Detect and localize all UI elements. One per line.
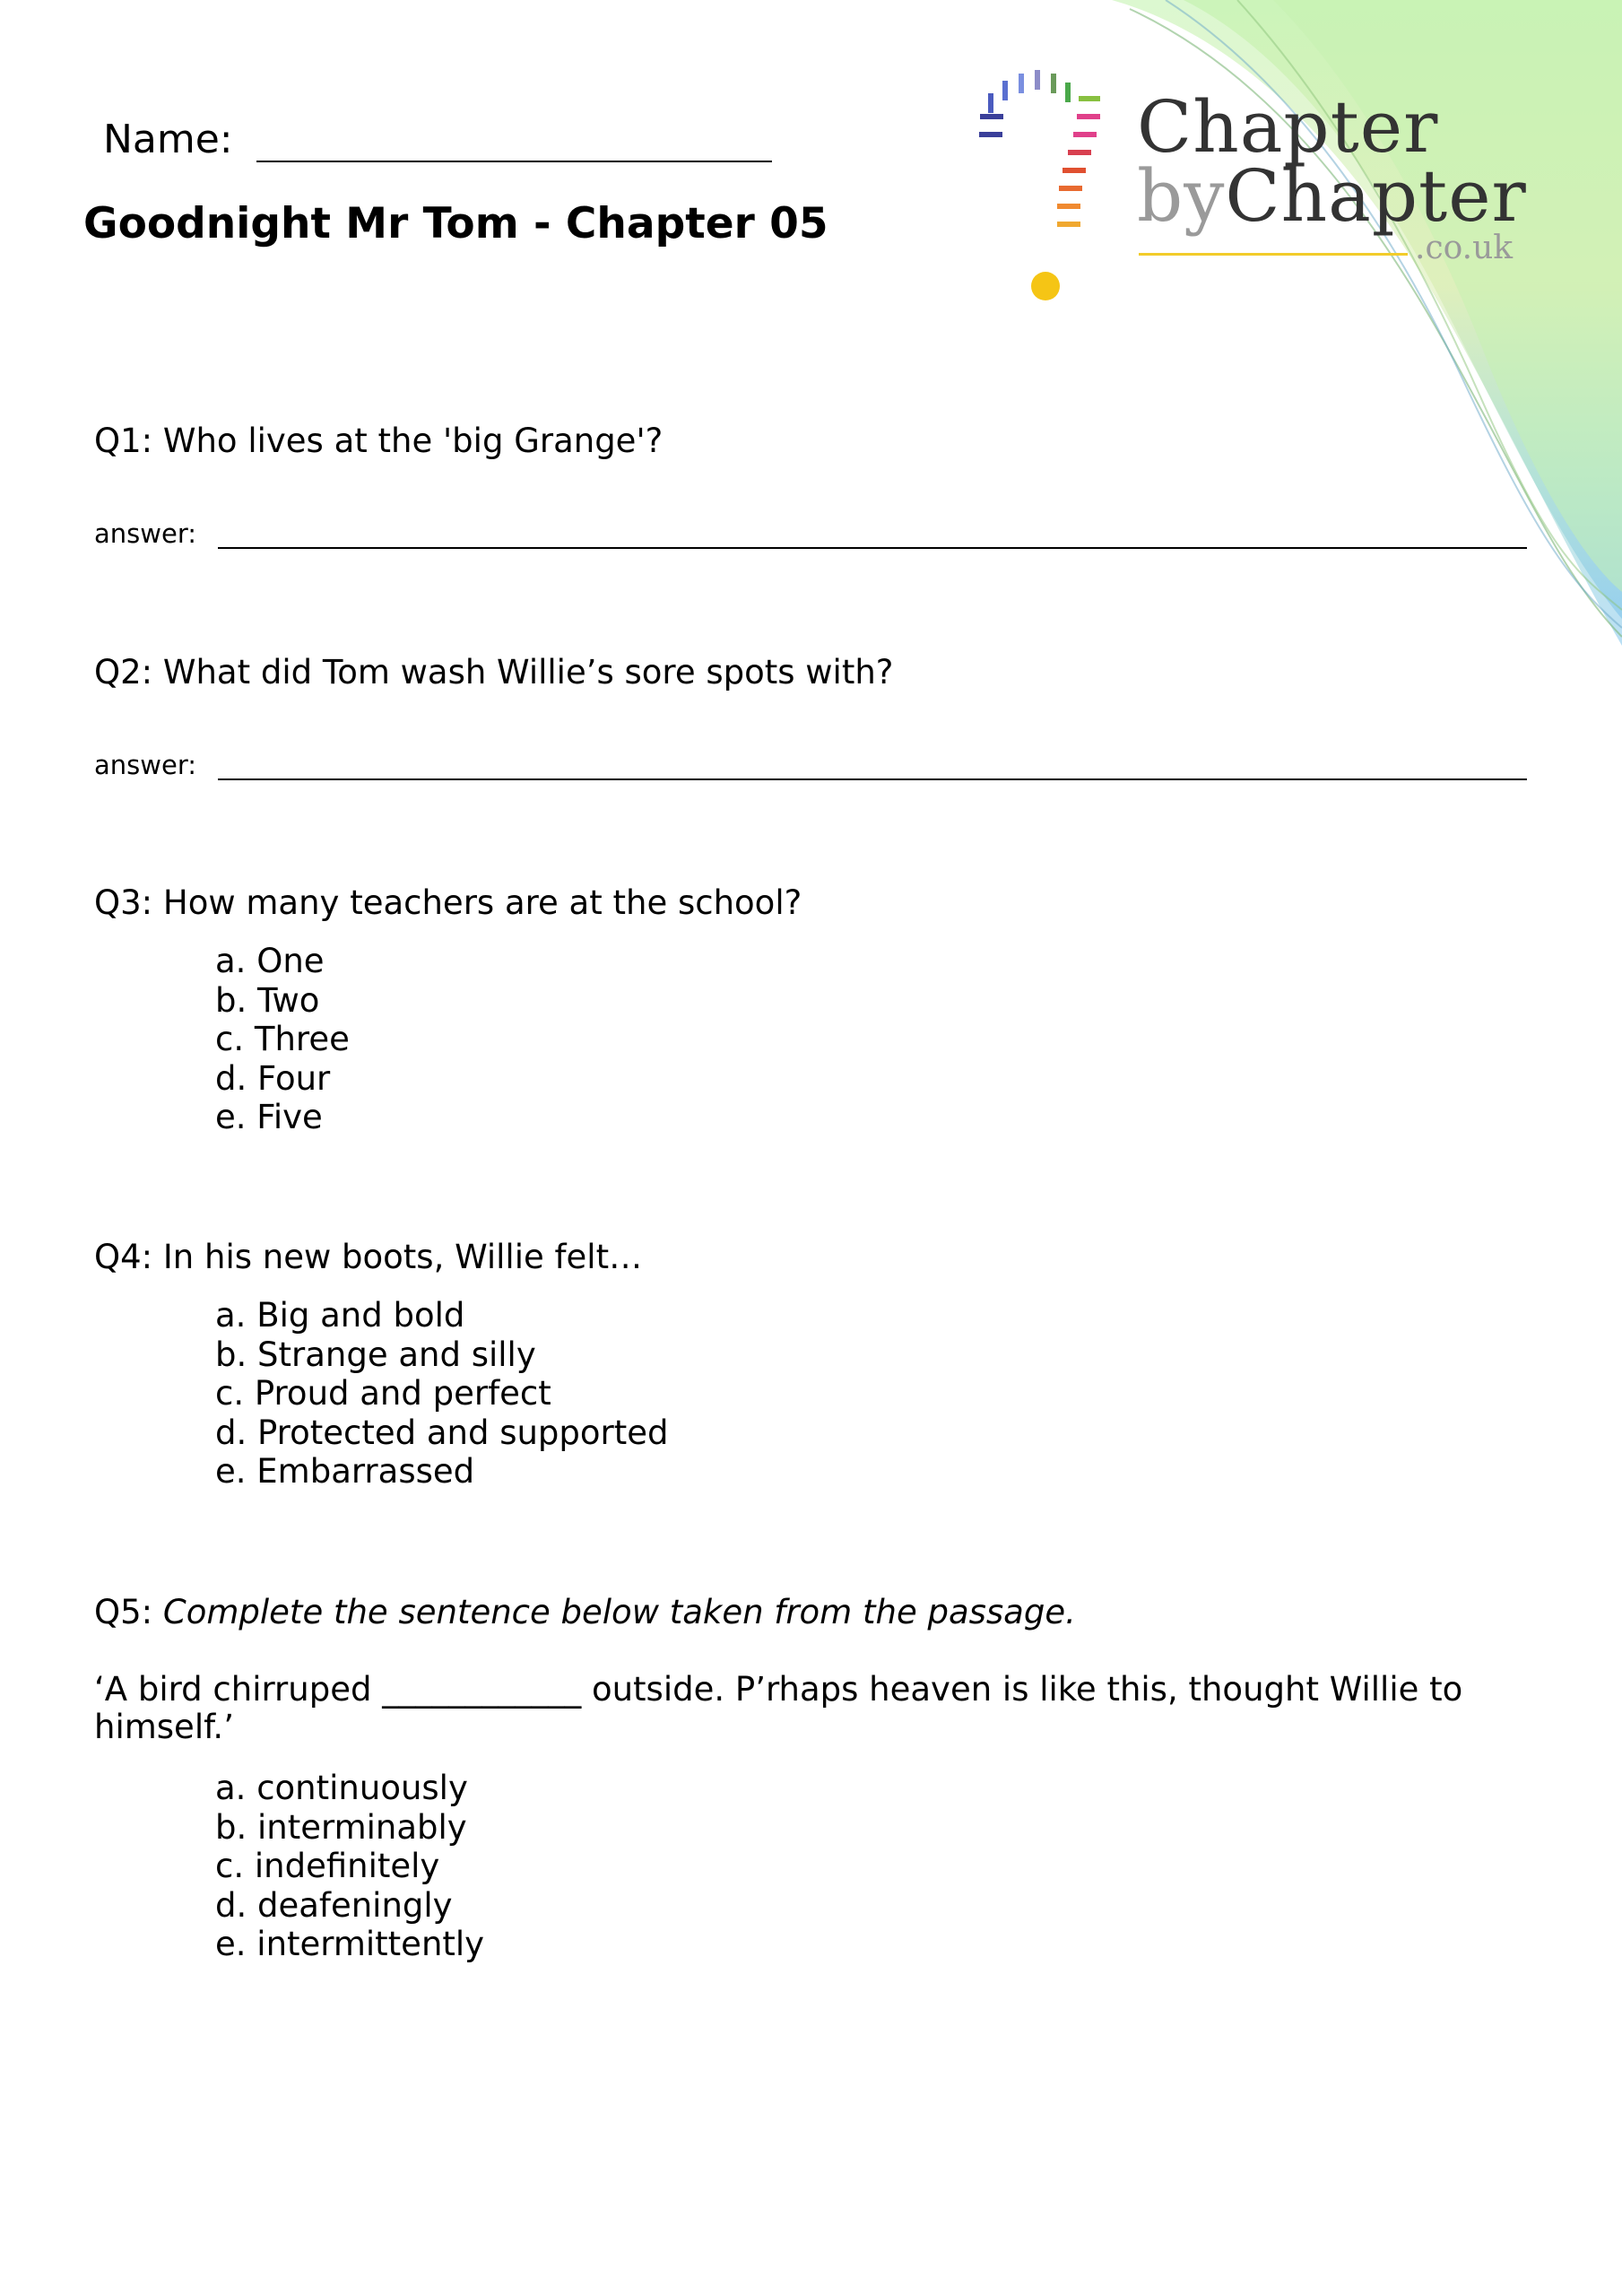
logo-by: by xyxy=(1137,154,1226,238)
question-5-options xyxy=(215,1769,484,1964)
question-5-sentence: ‘A bird chirruped ____________ outside. P’rhaps heaven is like this, thought Willie to himself.’ xyxy=(94,1670,1463,1746)
answer-2 xyxy=(94,750,1527,780)
option: a. One xyxy=(215,942,325,980)
question-3: Q3: How many teachers are at the school? xyxy=(94,883,802,922)
question-3-options xyxy=(215,942,350,1137)
question-2: Q2: What did Tom wash Willie’s sore spots with? xyxy=(94,653,894,691)
option: b. Two xyxy=(215,980,320,1020)
logo-underline xyxy=(1139,253,1408,256)
option: e. Embarrassed xyxy=(215,1452,475,1491)
worksheet-title: Goodnight Mr Tom - Chapter 05 xyxy=(83,199,828,248)
logo-wordmark-bychapter xyxy=(1137,154,1527,238)
option: c. Proud and perfect xyxy=(215,1374,551,1413)
answer-2-line[interactable] xyxy=(218,759,1527,780)
answer-label: answer: xyxy=(94,750,197,780)
logo-chapter: Chapter xyxy=(1225,154,1527,238)
option: e. Five xyxy=(215,1098,323,1136)
question-4-options xyxy=(215,1296,669,1492)
option: d. Protected and supported xyxy=(215,1413,669,1452)
logo-domain: .co.uk xyxy=(1415,230,1514,266)
answer-label: answer: xyxy=(94,518,197,549)
option: d. Four xyxy=(215,1058,331,1098)
option: c. Three xyxy=(215,1020,350,1058)
option: a. Big and bold xyxy=(215,1296,465,1335)
question-5-prefix: Q5: xyxy=(94,1593,163,1631)
option: b. Strange and silly xyxy=(215,1335,536,1374)
option: c. indefinitely xyxy=(215,1847,440,1885)
option: d. deafeningly xyxy=(215,1885,453,1925)
option: a. continuously xyxy=(215,1769,468,1807)
name-field xyxy=(103,117,772,162)
question-1: Q1: Who lives at the 'big Grange'? xyxy=(94,422,664,460)
logo-wordmark-chapter: Chapter xyxy=(1137,85,1439,169)
question-5 xyxy=(94,1593,1076,1631)
option: b. interminably xyxy=(215,1807,467,1847)
question-4: Q4: In his new boots, Willie felt… xyxy=(94,1238,643,1276)
answer-1 xyxy=(94,518,1527,549)
name-input-line[interactable] xyxy=(256,117,772,162)
question-5-instruction: Complete the sentence below taken from the passage. xyxy=(162,1593,1076,1631)
option: e. intermittently xyxy=(215,1925,485,1963)
name-label: Name: xyxy=(103,117,233,162)
answer-1-line[interactable] xyxy=(218,527,1527,549)
